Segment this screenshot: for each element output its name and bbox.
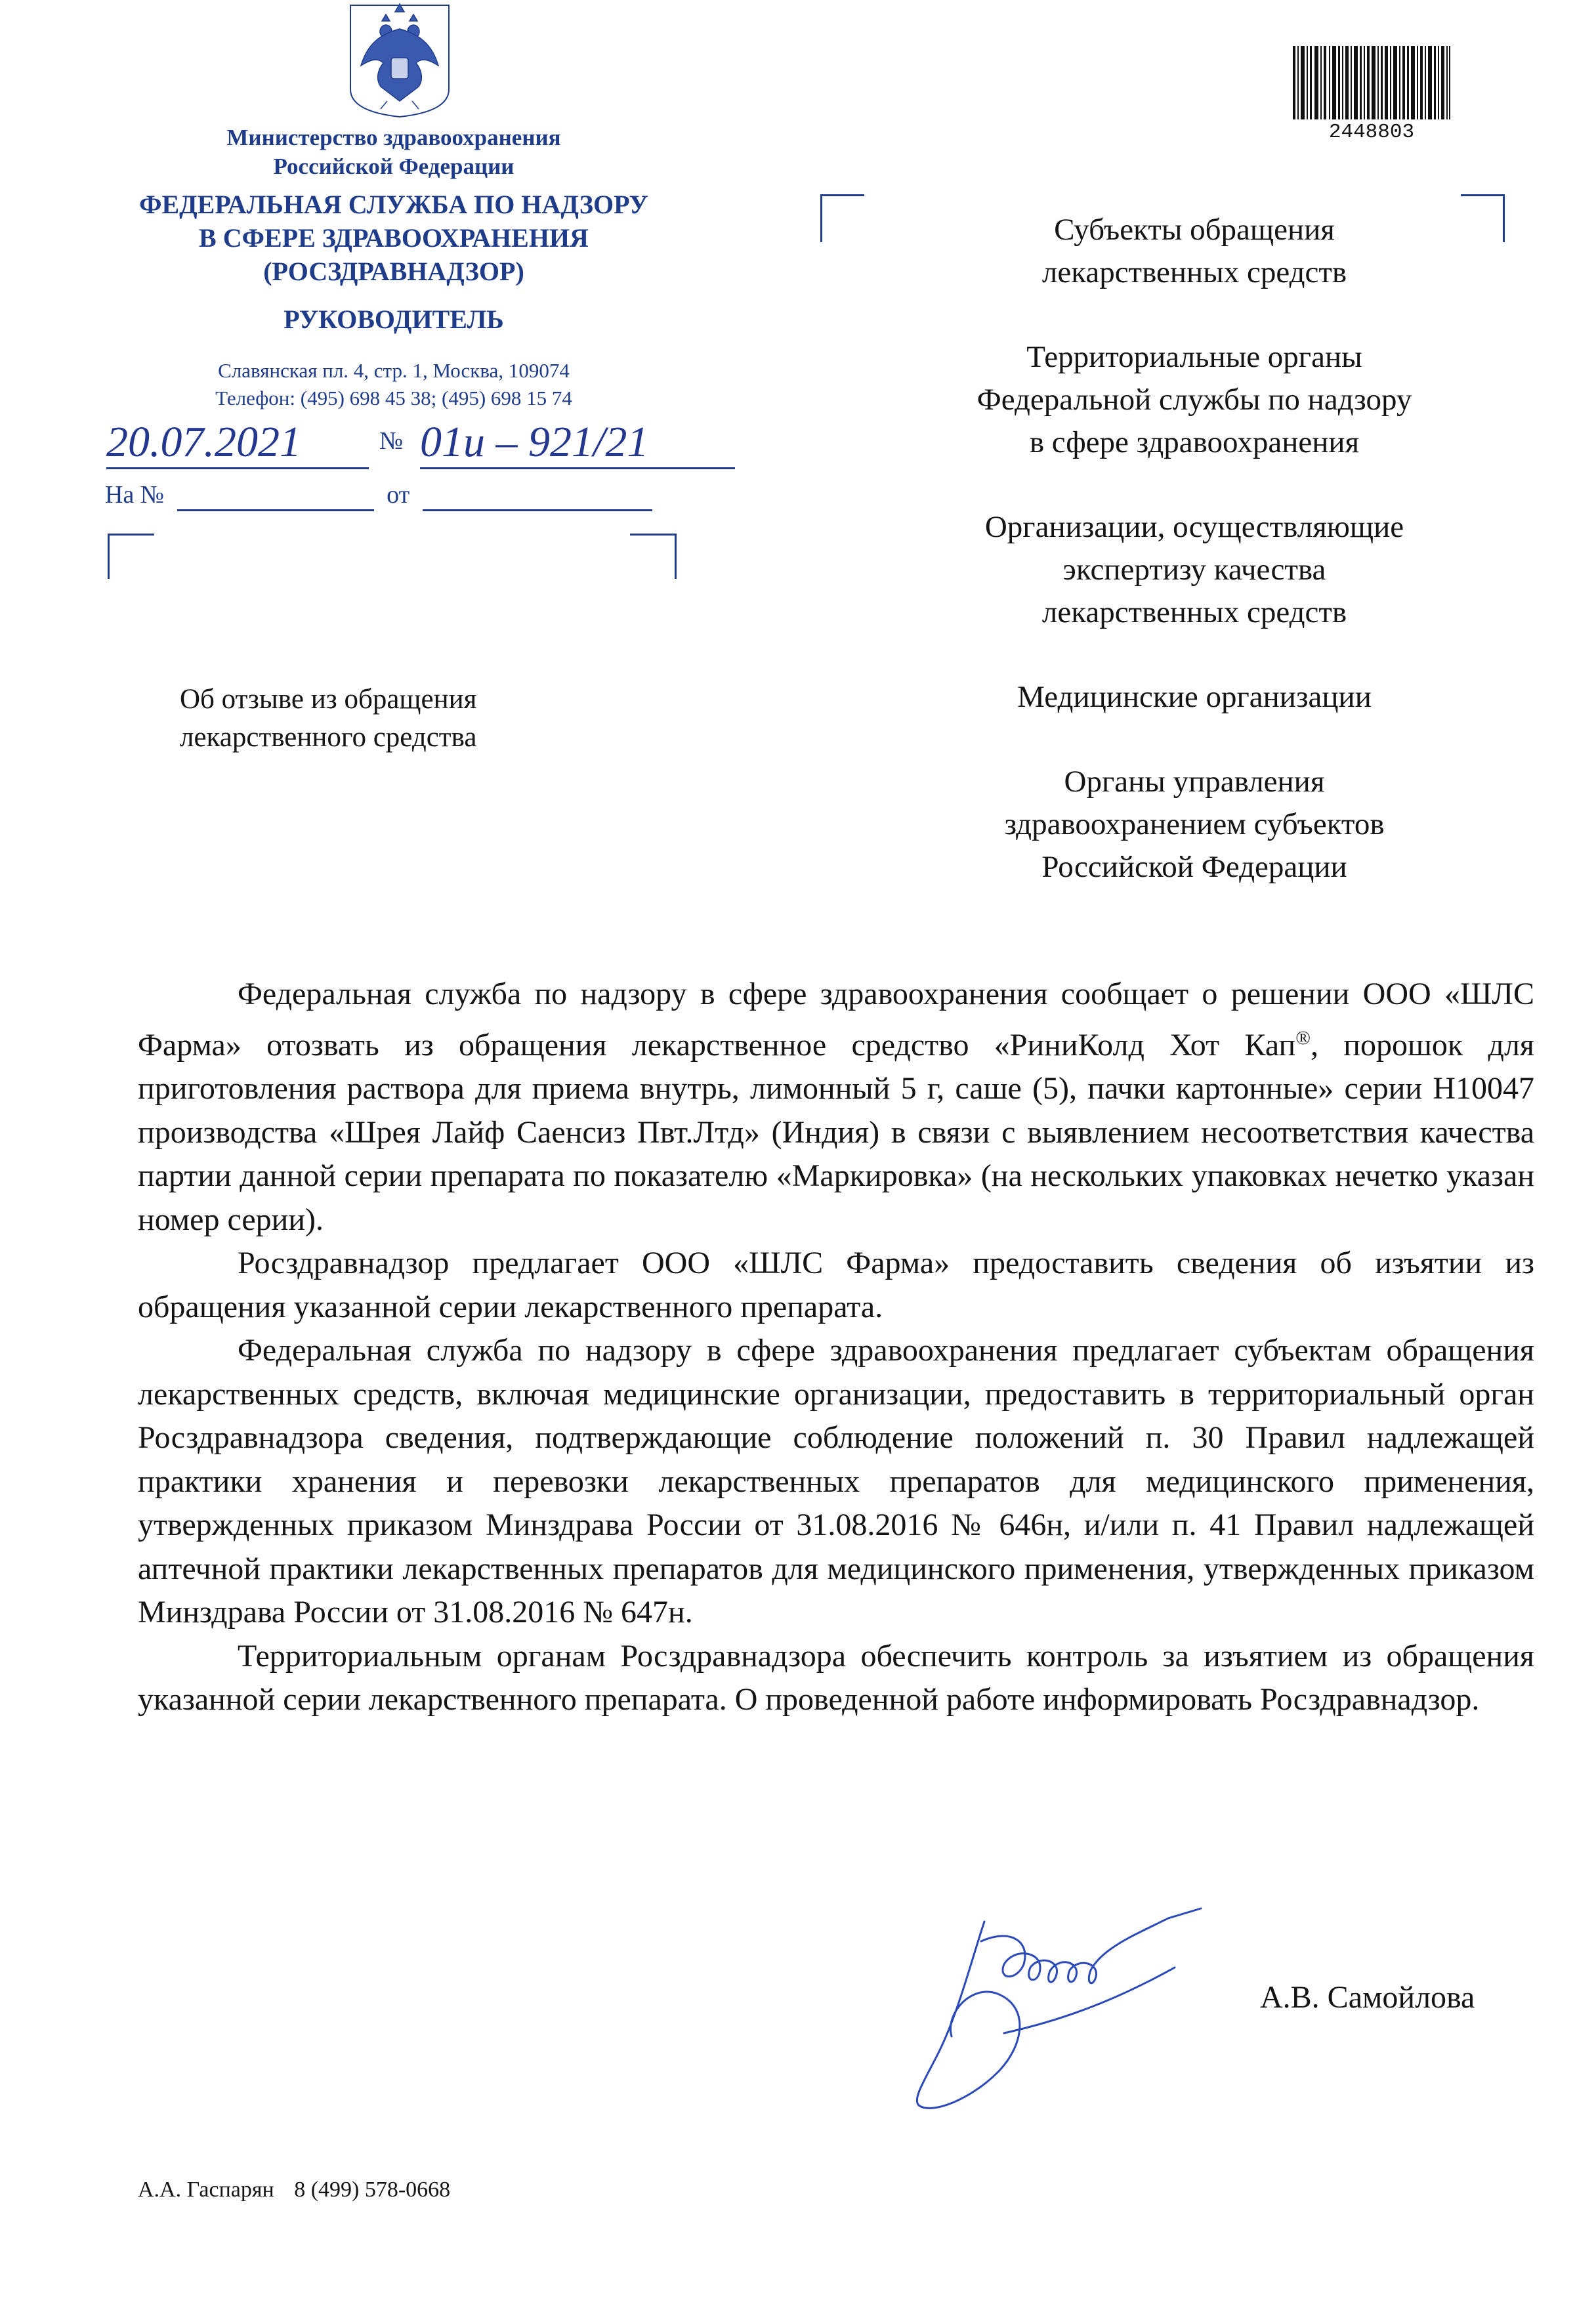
reference-row: [105, 480, 652, 511]
body-paragraph-4: Территориальным органам Росздравнадзора обеспечить контроль за изъятием из обращения указанной серии лекарственного препарата. О проведенной работе информировать Росздравнадзор.: [138, 1638, 1534, 1717]
ministry-line-2: Российской Федерации: [273, 154, 514, 179]
corner-mark-top-left: [108, 534, 154, 579]
letter-subject: Об отзыве из обращения лекарственного средства: [180, 684, 477, 753]
body-p1-text-cont: , порошок для приготовления раствора для приема внутрь, лимонный 5 г, саше (5), пачки картонные» серии H10047 производства «Шрея Лайф Саенсиз Пвт.Лтд» (Индия) в связи с выявлением несоответствия качества партии данной серии препарата по показателю «Маркировка» (на нескольких упаковках нечетко указан номер серии).: [138, 1027, 1534, 1237]
service-line-3: (РОСЗДРАВНАДЗОР): [263, 257, 524, 286]
executor-phone: 8 (499) 578-0668: [294, 2177, 451, 2202]
signer-name: А.В. Самойлова: [1260, 1980, 1475, 2015]
reference-no-label: На №: [105, 481, 165, 509]
outgoing-number: 01и – 921/21: [420, 417, 735, 469]
executor-info: [138, 2177, 450, 2202]
reference-from-label: от: [387, 481, 410, 509]
letter-body: [138, 973, 1534, 1722]
barcode-number: 2448803: [1328, 121, 1415, 144]
ministry-name: [98, 123, 689, 181]
outgoing-date: 20.07.2021: [106, 417, 369, 469]
addressee-item: Субъекты обращения лекарственных средств: [1041, 213, 1347, 289]
handwritten-signature-icon: [899, 1902, 1293, 2125]
reference-from-blank: [423, 480, 652, 511]
addressee-item: Территориальные органы Федеральной службы по надзору в сфере здравоохранения: [976, 340, 1412, 459]
body-paragraph-3: Федеральная служба по надзору в сфере здравоохранения предлагает субъектам обращения лекарственных средств, включая медицинские организации, предоставить в территориальный орган Росздравнадзора сведения, подтверждающие соблюдение положений п. 30 Правил надлежащей практики хранения и перевозки лекарственных препаратов для медицинского применения, утвержденных приказом Минздрава России от 31.08.2016 № 646н, и/или п. 41 Правил надлежащей аптечной практики лекарственных препаратов для медицинского применения, утвержденных приказом Минздрава России от 31.08.2016 № 647н.: [138, 1333, 1534, 1630]
addressee-item: Организации, осуществляющие экспертизу качества лекарственных средств: [984, 510, 1404, 629]
body-paragraph-1: [138, 973, 1534, 1242]
contact-block: [98, 357, 689, 412]
service-name: [98, 188, 689, 288]
barcode-icon: [1293, 46, 1450, 119]
head-title: РУКОВОДИТЕЛЬ: [284, 305, 504, 334]
corner-mark-addressee-left: [820, 194, 864, 242]
body-paragraph-2: Росздравнадзор предлагает ООО «ШЛС Фарма» предоставить сведения об изъятии из обращения указанной серии лекарственного препарата.: [138, 1246, 1534, 1324]
addressee-item: Медицинские организации: [1017, 680, 1372, 714]
phone: Телефон: (495) 698 45 38; (495) 698 15 74: [215, 387, 572, 410]
addressee-list: [892, 209, 1496, 931]
reference-no-blank: [177, 480, 374, 511]
number-label: №: [379, 427, 404, 455]
ministry-line-1: Министерство здравоохранения: [226, 125, 561, 150]
service-line-1: ФЕДЕРАЛЬНАЯ СЛУЖБА ПО НАДЗОРУ: [139, 190, 648, 219]
corner-mark-top-right: [630, 534, 677, 579]
executor-name: А.А. Гаспарян: [138, 2177, 274, 2202]
service-line-2: В СФЕРЕ ЗДРАВООХРАНЕНИЯ: [199, 223, 589, 253]
registered-mark: ®: [1295, 1026, 1311, 1049]
address: Славянская пл. 4, стр. 1, Москва, 109074: [218, 359, 570, 382]
state-emblem-icon: [341, 3, 458, 118]
body-p1-text: Федеральная служба по надзору в сфере здравоохранения сообщает о решении ООО «ШЛС Фарма» отозвать из обращения лекарственное средство «РиниКолд Хот Кап: [138, 977, 1534, 1062]
addressee-item: Органы управления здравоохранением субъектов Российской Федерации: [1004, 765, 1385, 884]
